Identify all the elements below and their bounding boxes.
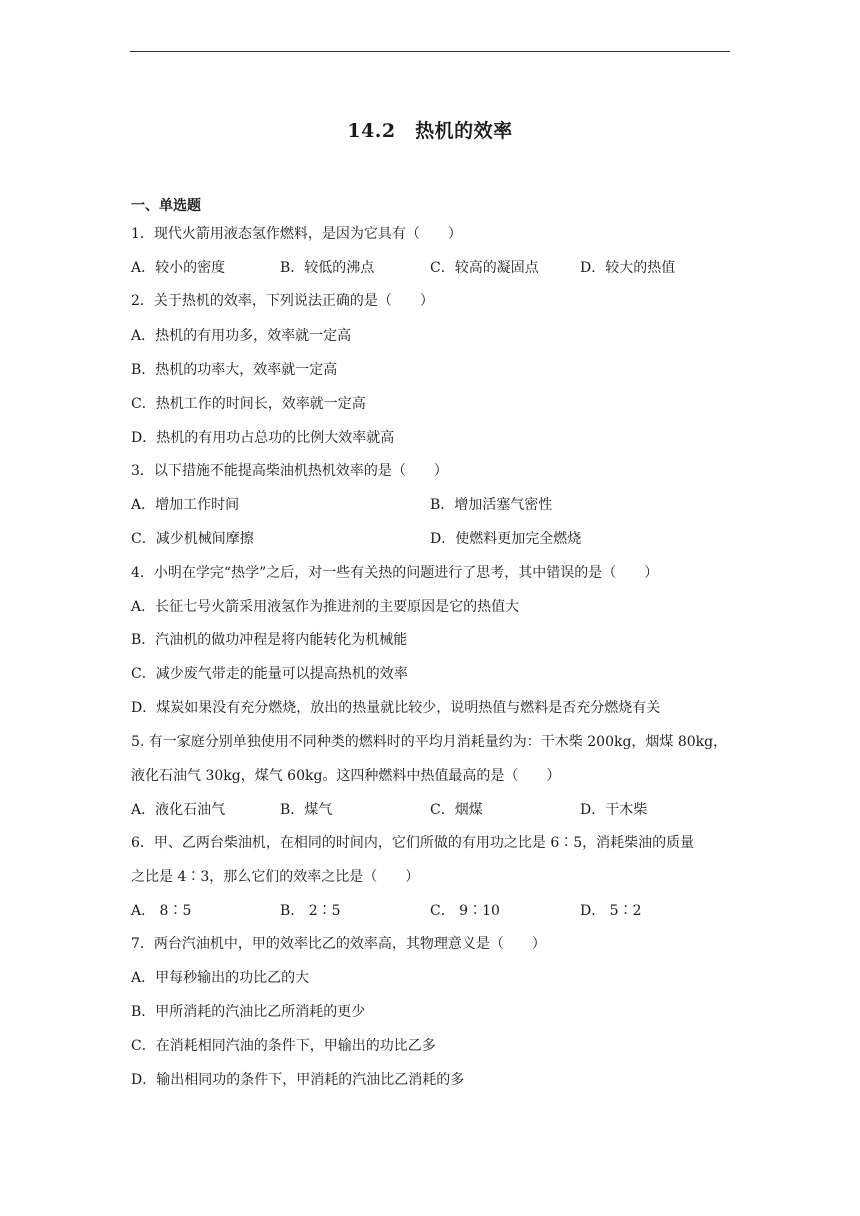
question-3-option-a: A．增加工作时间 xyxy=(131,497,240,513)
question-3-stem: 3．以下措施不能提高柴油机热机效率的是（ ） xyxy=(131,463,448,479)
question-6-stem-line-2: 之比是 4∶3，那么它们的效率之比是（ ） xyxy=(131,869,420,885)
section-heading: 一、单选题 xyxy=(131,198,201,214)
question-1-option-a: A．较小的密度 xyxy=(131,260,226,276)
question-3-option-c: C．减少机械间摩擦 xyxy=(131,531,254,547)
question-6-stem-line-1: 6．甲、乙两台柴油机，在相同的时间内，它们所做的有用功之比是 6∶5，消耗柴油的质量 xyxy=(131,835,695,851)
question-2-option-c: C．热机工作的时间长，效率就一定高 xyxy=(131,396,366,412)
question-6-option-c: C． 9∶10 xyxy=(430,903,500,919)
question-5-option-b: B．煤气 xyxy=(280,802,333,818)
question-3-option-d: D．使燃料更加完全燃烧 xyxy=(430,531,582,547)
question-1-option-d: D．较大的热值 xyxy=(580,260,676,276)
question-7-option-d: D．输出相同功的条件下，甲消耗的汽油比乙消耗的多 xyxy=(131,1072,465,1088)
question-4-option-b: B．汽油机的做功冲程是将内能转化为机械能 xyxy=(131,632,408,648)
document-title: 14.2 热机的效率 xyxy=(347,120,513,142)
question-1-option-c: C．较高的凝固点 xyxy=(430,260,539,276)
question-3-option-b: B．增加活塞气密性 xyxy=(430,497,553,513)
question-7-option-b: B．甲所消耗的汽油比乙所消耗的更少 xyxy=(131,1004,366,1020)
question-2-stem: 2．关于热机的效率，下列说法正确的是（ ） xyxy=(131,293,434,309)
question-5-stem-line-2: 液化石油气 30kg，煤气 60kg。这四种燃料中热值最高的是（ ） xyxy=(131,768,561,784)
question-6-option-a: A． 8∶5 xyxy=(131,903,192,919)
question-2-option-d: D．热机的有用功占总功的比例大效率就高 xyxy=(131,430,395,446)
question-4-stem: 4．小明在学完“热学”之后，对一些有关热的问题进行了思考，其中错误的是（ ） xyxy=(131,565,659,581)
question-4-option-c: C．减少废气带走的能量可以提高热机的效率 xyxy=(131,666,408,682)
question-6-option-b: B． 2∶5 xyxy=(280,903,341,919)
question-4-option-a: A．长征七号火箭采用液氢作为推进剂的主要原因是它的热值大 xyxy=(131,599,520,615)
question-1-stem: 1．现代火箭用液态氢作燃料，是因为它具有（ ） xyxy=(131,226,462,242)
question-7-option-a: A．甲每秒输出的功比乙的大 xyxy=(131,970,310,986)
question-7-option-c: C．在消耗相同汽油的条件下，甲输出的功比乙多 xyxy=(131,1038,436,1054)
question-1-option-b: B．较低的沸点 xyxy=(280,260,375,276)
question-4-option-d: D．煤炭如果没有充分燃烧，放出的热量就比较少，说明热值与燃料是否充分燃烧有关 xyxy=(131,700,661,716)
question-2-option-b: B．热机的功率大，效率就一定高 xyxy=(131,362,338,378)
question-2-option-a: A．热机的有用功多，效率就一定高 xyxy=(131,328,352,344)
question-6-option-d: D． 5∶2 xyxy=(580,903,642,919)
question-7-stem: 7．两台汽油机中，甲的效率比乙的效率高，其物理意义是（ ） xyxy=(131,936,546,952)
header-rule xyxy=(130,51,730,52)
question-5-stem-line-1: 5. 有一家庭分别单独使用不同种类的燃料时的平均月消耗量约为：干木柴 200kg，烟煤 80kg， xyxy=(131,734,728,750)
question-5-option-a: A．液化石油气 xyxy=(131,802,226,818)
question-5-option-c: C．烟煤 xyxy=(430,802,483,818)
question-5-option-d: D．干木柴 xyxy=(580,802,648,818)
